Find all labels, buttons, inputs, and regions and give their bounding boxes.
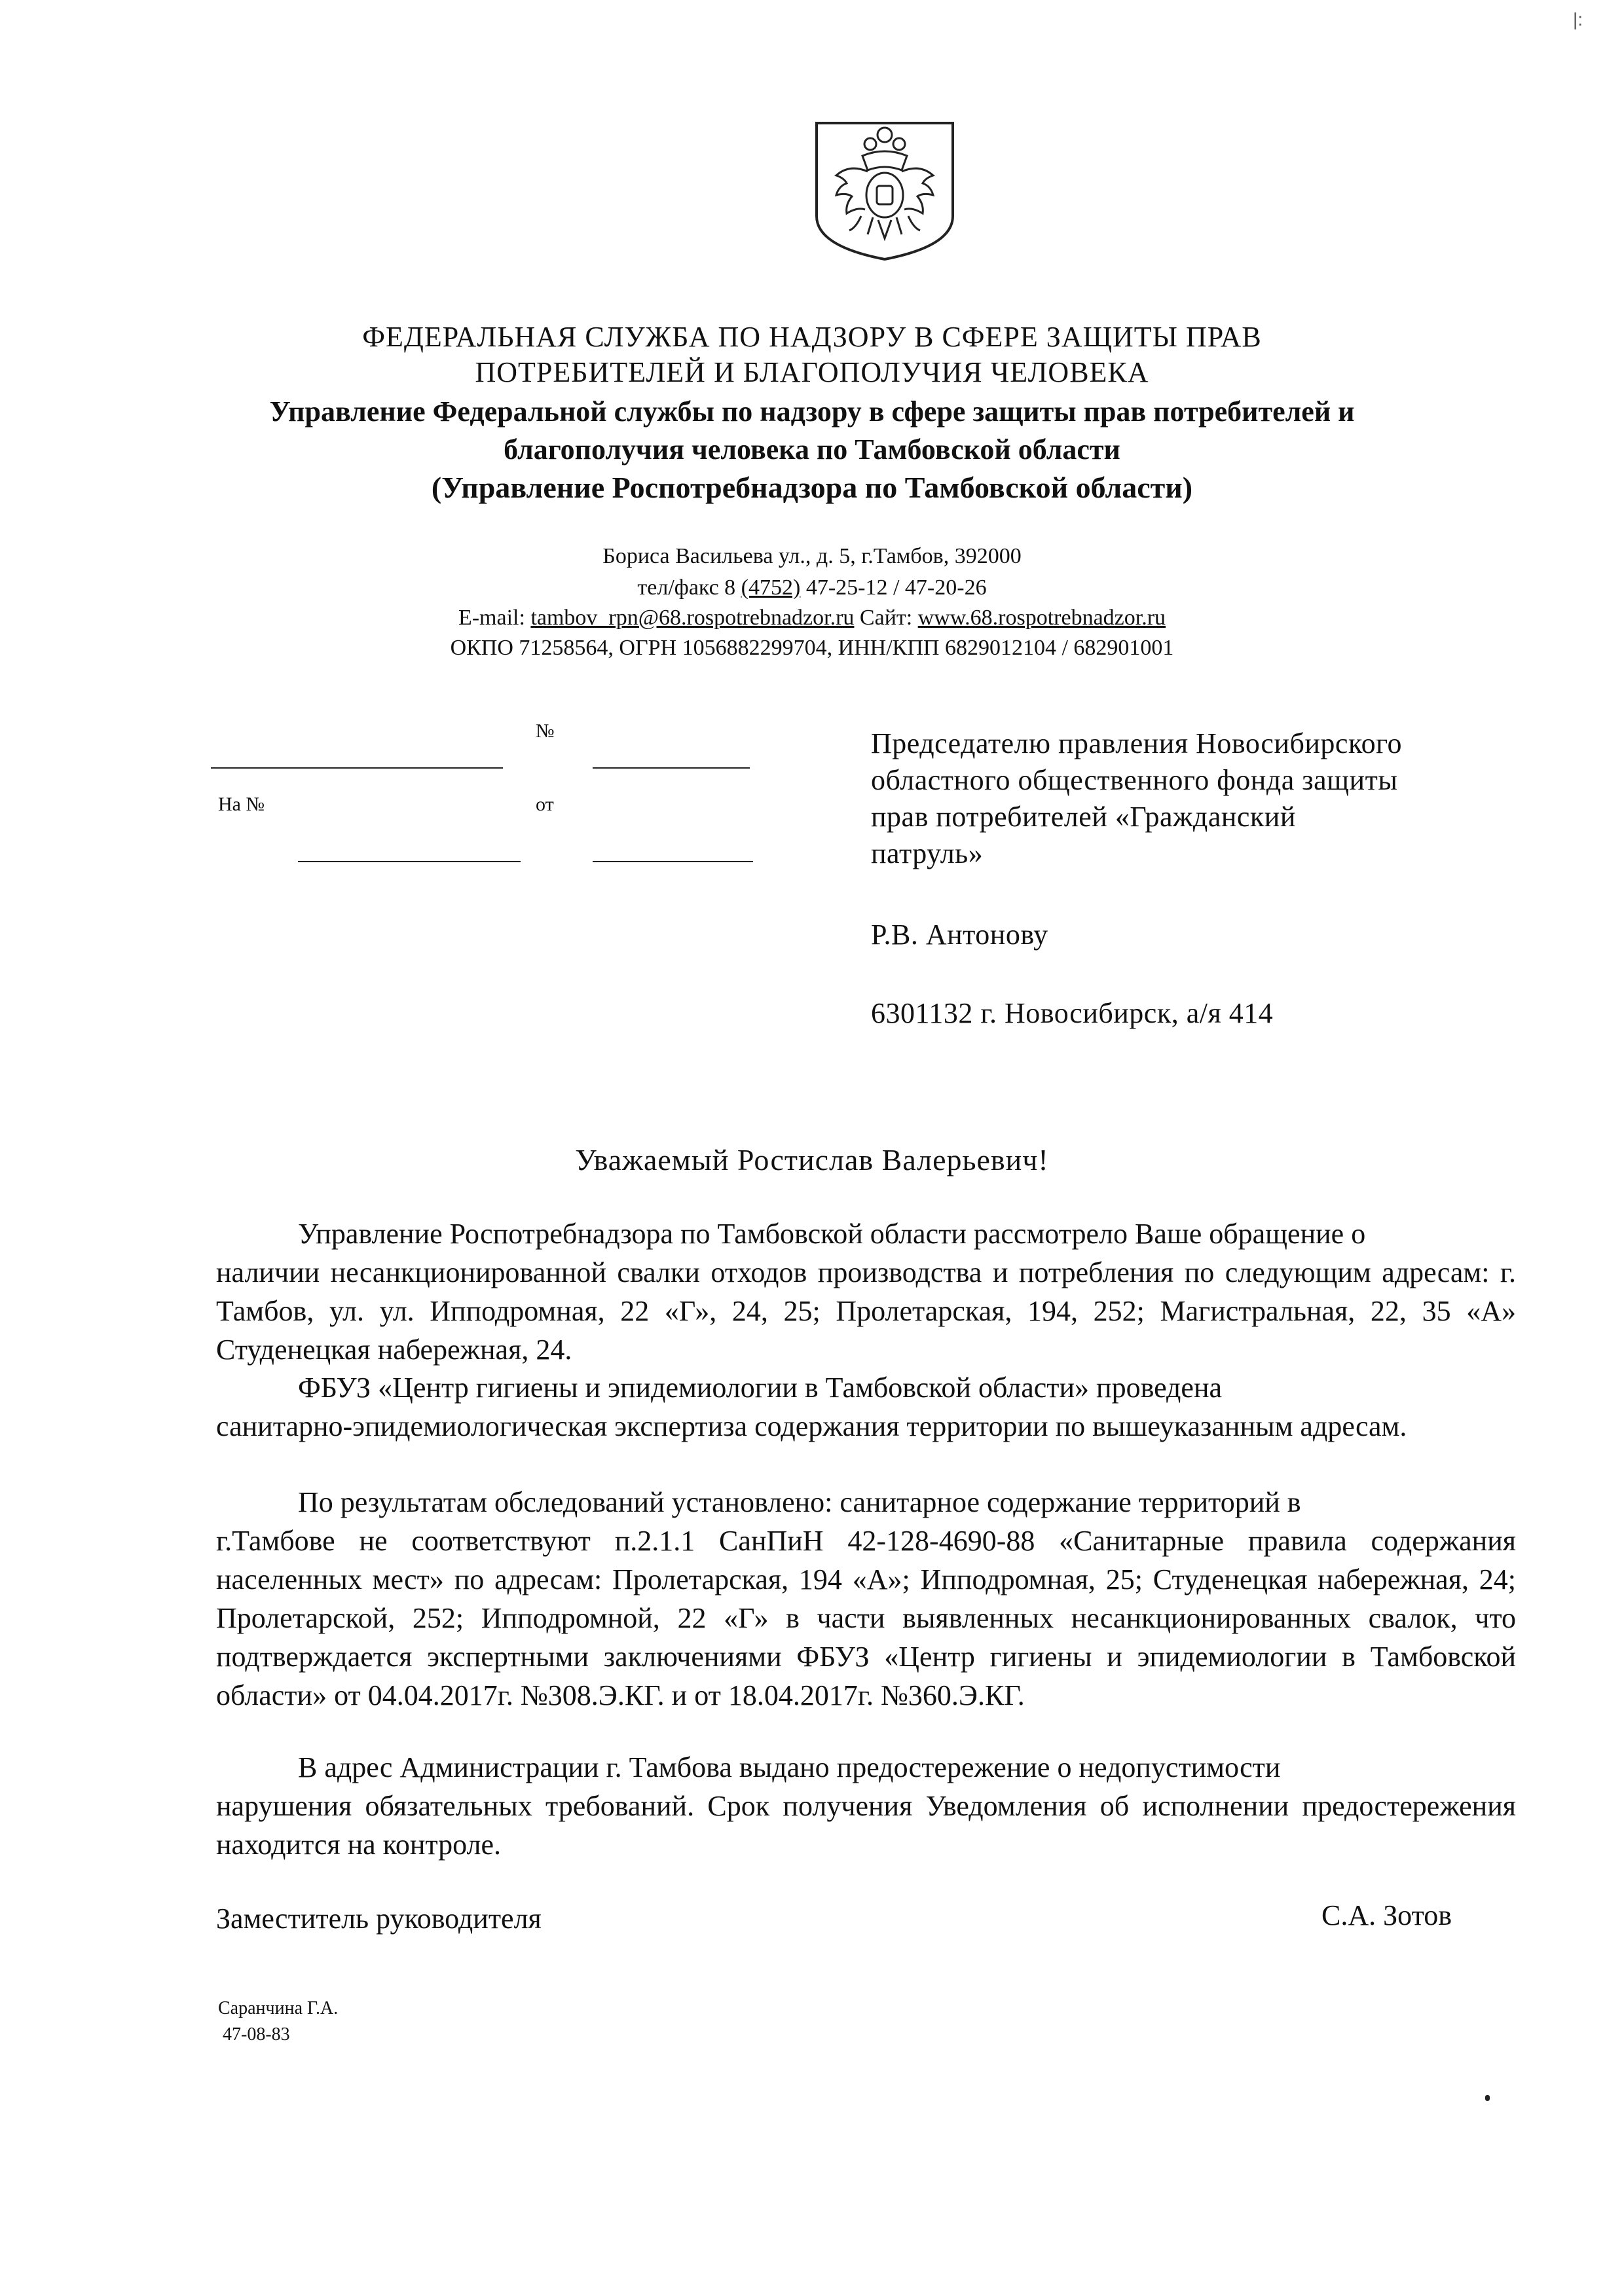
body-paragraph-2-rest: санитарно-эпидемиологическая экспертиза содержания территории по вышеуказанным адресам. [216,1410,1407,1442]
ref-number-line [298,861,521,862]
body-paragraph-2-first-line: ФБУЗ «Центр гигиены и эпидемиологии в Тамбовской области» проведена [298,1372,1223,1404]
body-paragraph-4-first-line: В адрес Администрации г. Тамбова выдано предостережение о недопустимости [298,1751,1281,1783]
reg-date-line [211,767,503,769]
email-link[interactable]: tambov_rpn@68.rospotrebnadzor.ru [530,606,855,630]
addressee-line2: областного общественного фонда защиты [871,764,1398,796]
site-label: Сайт: [854,606,918,630]
signatory-position: Заместитель руководителя [216,1903,542,1935]
org-email-site [196,604,1428,632]
ref-number-label: На № [218,793,265,815]
org-phone [196,574,1428,602]
body-paragraph-3-first-line: По результатам обследований установлено: санитарное содержание территорий в [298,1486,1301,1518]
org-name-line2: ПОТРЕБИТЕЛЕЙ И БЛАГОПОЛУЧИЯ ЧЕЛОВЕКА [475,356,1149,388]
ref-date-line [593,861,753,862]
ref-from-label: от [536,793,554,815]
coat-of-arms-icon [810,118,959,263]
body-paragraph-1-first-line: Управление Роспотребнадзора по Тамбовской области рассмотрело Ваше обращение о [298,1218,1366,1250]
greeting: Уважаемый Ростислав Валерьевич! [575,1143,1049,1176]
executor-phone: 47-08-83 [223,2024,290,2045]
addressee-line1: Председателю правления Новосибирского [871,727,1403,759]
scan-speck [1485,2095,1490,2101]
email-label: E-mail: [458,606,531,630]
signatory-name: С.А. Зотов [1321,1899,1452,1931]
body-paragraph-3 [216,1483,1516,1715]
body-paragraph-3-rest: г.Тамбове не соответствуют п.2.1.1 СанПиН 42-128-4690-88 «Санитарные правила содержания населенных мест» по адресам: Пролетарская, 194 «А»; Ипподромная, 25; Студенецкая набережная, 24; Пролетарской, 252; Ипподромной, 22 «Г» в части выявленных несанкционированных свалок, что подтверждается экспертными заключениями ФБУЗ «Центр гигиены и эпидемиологии в Тамбовской области» от 04.04.2017г. №308.Э.КГ. и от 18.04.2017г. №360.Э.КГ. [216,1525,1516,1711]
org-codes: ОКПО 71258564, ОГРН 1056882299704, ИНН/КПП 6829012104 / 682901001 [450,636,1174,660]
executor-name: Саранчина Г.А. [218,1998,339,2018]
addressee-line3: прав потребителей «Гражданский [871,801,1296,833]
phone-code: (4752) [741,575,801,600]
dept-name-line1: Управление Федеральной службы по надзору в сфере защиты прав потребителей и [269,395,1355,428]
dept-short-name: (Управление Роспотребнадзора по Тамбовской области) [431,471,1193,504]
addressee-block [871,725,1500,872]
org-name-line1: ФЕДЕРАЛЬНАЯ СЛУЖБА ПО НАДЗОРУ В СФЕРЕ ЗАЩИТЫ ПРАВ [362,321,1262,353]
body-paragraph-1 [216,1214,1516,1369]
addressee-postal: 6301132 г. Новосибирск, а/я 414 [871,997,1274,1029]
org-address: Бориса Васильева ул., д. 5, г.Тамбов, 392000 [602,544,1022,568]
addressee-line4: патруль» [871,837,984,869]
body-paragraph-1-rest: наличии несанкционированной свалки отходов производства и потребления по следующим адресам: г. Тамбов, ул. ул. Ипподромная, 22 «Г», 24, 25; Пролетарская, 194, 252; Магистральная, 22, 35 «А» Студенецкая набережная, 24. [216,1256,1516,1366]
corner-mark: |: [1573,9,1583,29]
phone-prefix: тел/факс 8 [637,575,741,600]
site-link[interactable]: www.68.rospotrebnadzor.ru [917,606,1166,630]
body-paragraph-4 [216,1748,1516,1864]
reg-number-label: № [536,720,555,742]
reg-number-line [593,767,750,769]
body-paragraph-2 [216,1368,1516,1446]
dept-name-line2: благополучия человека по Тамбовской области [504,433,1120,465]
phone-numbers: 47-25-12 / 47-20-26 [800,575,987,600]
addressee-name: Р.В. Антонову [871,919,1048,951]
body-paragraph-4-rest: нарушения обязательных требований. Срок получения Уведомления об исполнении предостережения находится на контроле. [216,1790,1516,1861]
